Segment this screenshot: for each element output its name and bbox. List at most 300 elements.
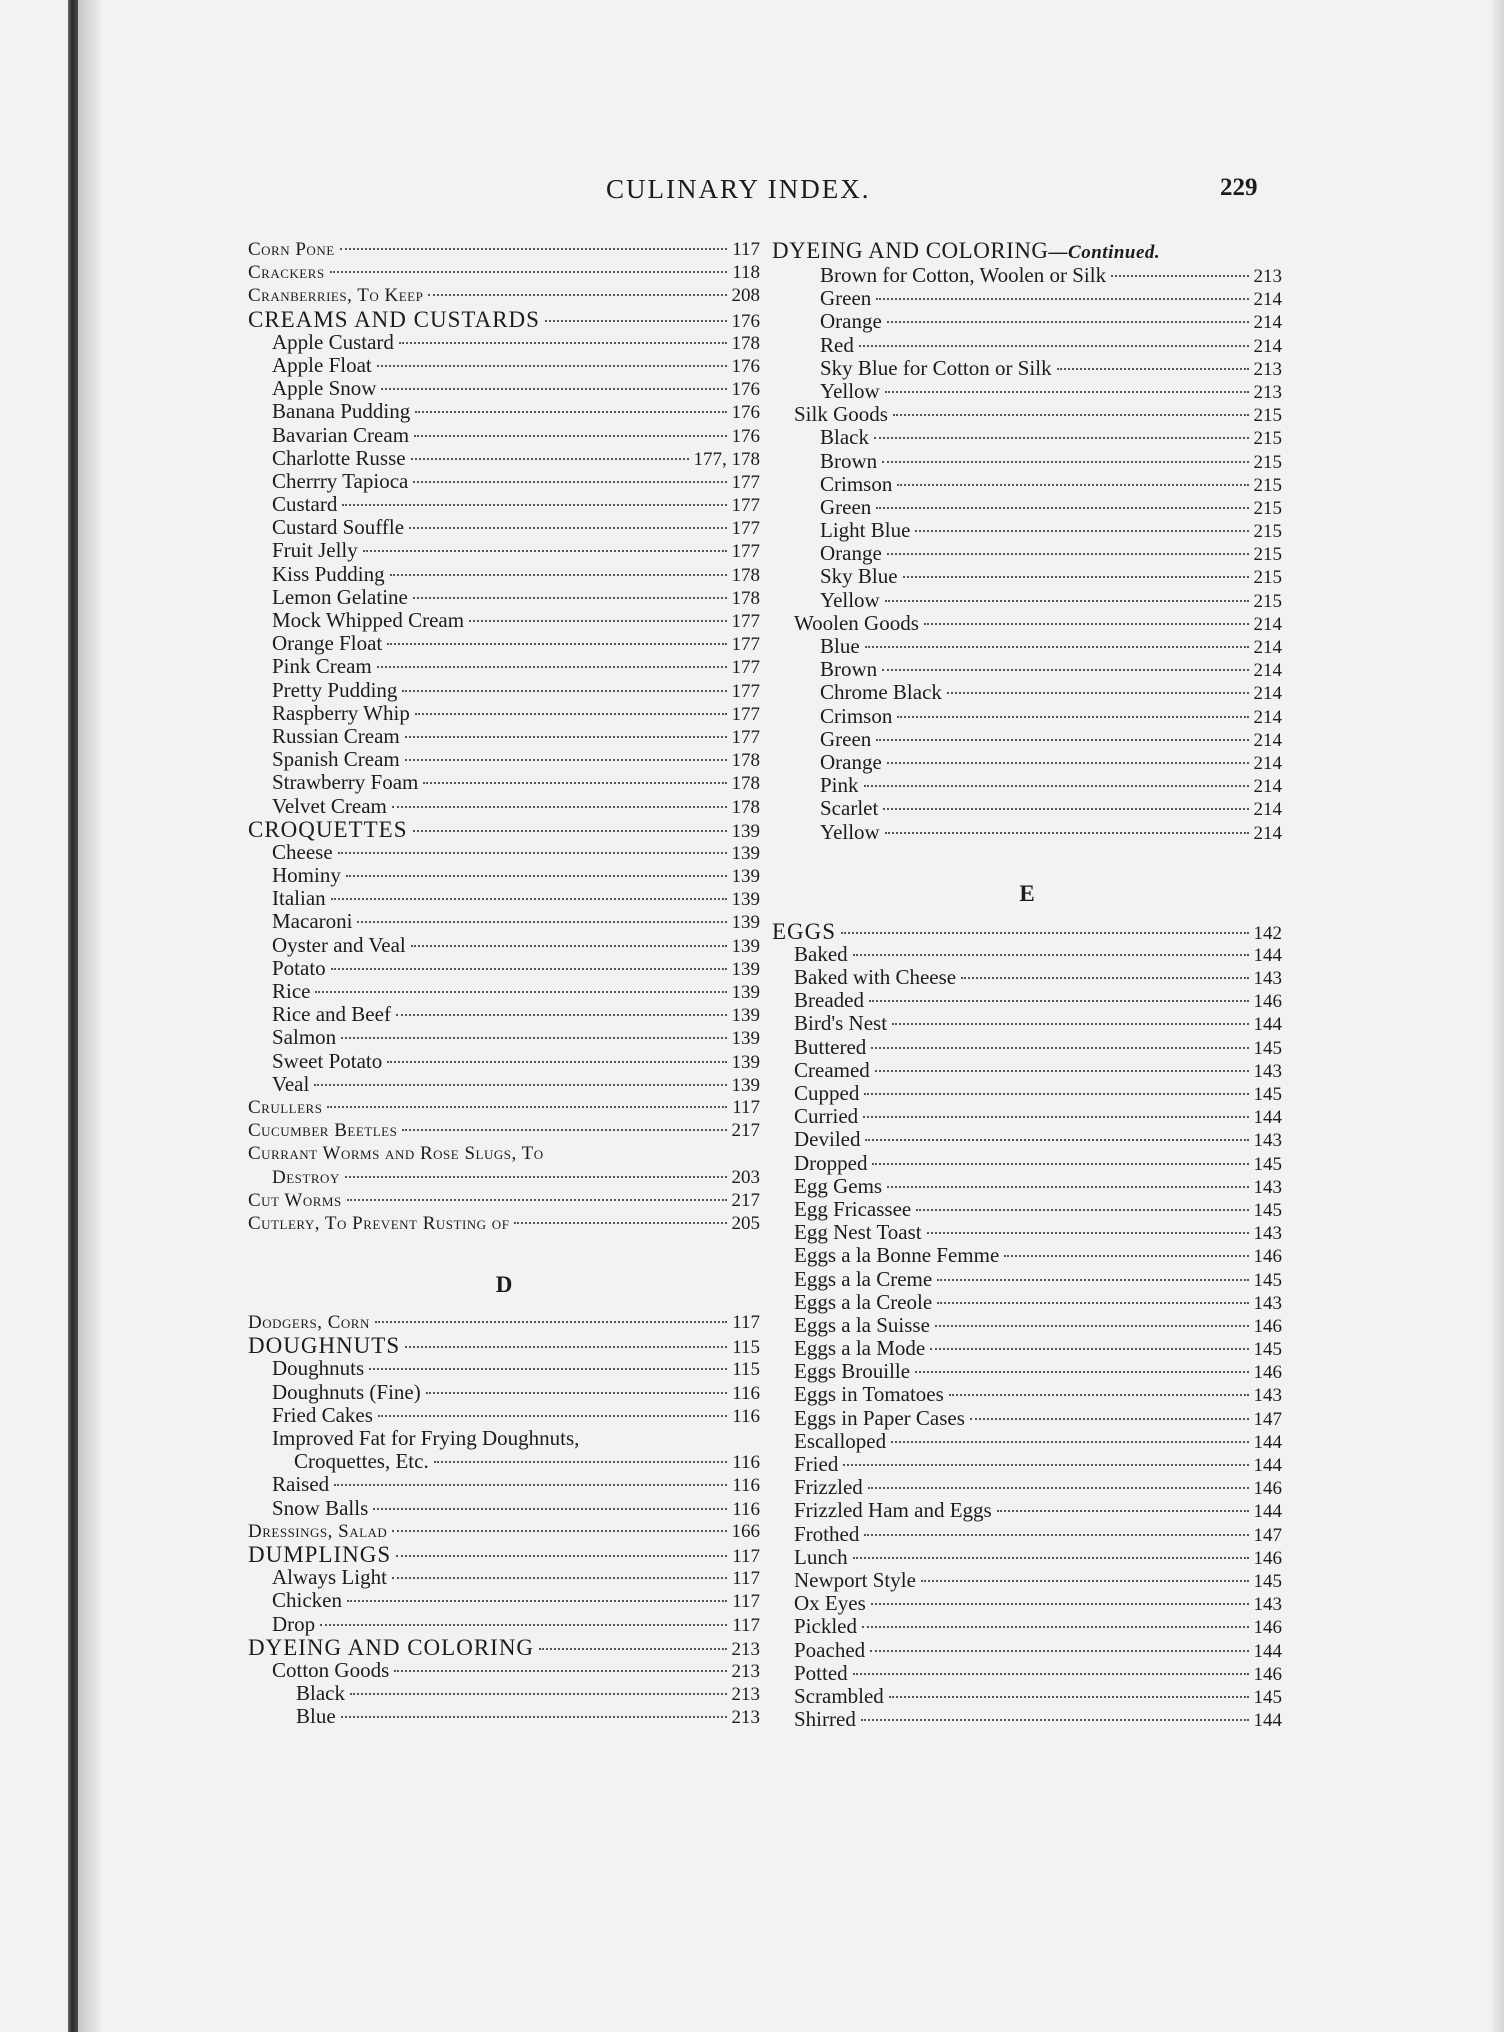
index-entry [772,310,1282,333]
entry-page-number: 214 [1253,822,1282,844]
dot-leader [865,1139,1248,1141]
entry-page-number: 214 [1253,637,1282,658]
dot-leader [514,1222,726,1224]
entry-page-number: 117 [732,1312,760,1334]
entry-label: Pickled [794,1614,857,1639]
index-entry [248,795,760,818]
dot-leader [887,1186,1248,1188]
entry-page-number: 178 [731,564,760,586]
entry-label: Frizzled Ham and Eggs [794,1498,992,1523]
dot-leader [320,1624,727,1626]
dot-leader [853,954,1249,956]
index-entry [248,1096,760,1119]
dot-leader [539,1648,726,1650]
dot-leader [331,898,727,900]
entry-label: Cut Worms [248,1189,342,1211]
dot-leader [915,530,1248,532]
index-entry [772,751,1282,774]
index-entry [772,1662,1282,1685]
entry-page-number: 147 [1253,1408,1282,1430]
dot-leader [327,1106,727,1108]
entry-page-number: 205 [731,1212,760,1234]
index-entry [248,539,760,562]
dot-leader [970,1418,1249,1420]
index-entry [772,519,1282,542]
entry-label: Sweet Potato [272,1048,383,1073]
index-entry [772,612,1282,635]
page-edge [1490,0,1504,2032]
dot-leader [874,437,1249,439]
dot-leader [937,1279,1248,1281]
index-entry [248,1050,760,1073]
entry-page-number: 117 [732,1568,760,1590]
entry-label: Black [820,425,869,450]
index-entry [772,1639,1282,1662]
entry-page-number: 117 [732,239,760,260]
index-entry [248,284,760,307]
entry-page-number: 146 [1253,1663,1282,1685]
entry-label: Velvet Cream [272,793,387,818]
section-letter-e: E [1019,880,1035,906]
entry-label: Orange [820,541,882,566]
index-entry [772,1314,1282,1337]
entry-page-number: 115 [732,1359,760,1381]
entry-page-number: 177 [731,703,760,725]
entry-page-number: 177 [731,657,760,679]
dot-leader [381,388,726,390]
entry-page-number: 145 [1253,1084,1282,1105]
entry-label: Scrambled [794,1683,884,1708]
entry-label: Cherrry Tapioca [272,468,409,493]
entry-page-number: 139 [731,1051,760,1073]
entry-label: Apple Custard [272,329,394,354]
dot-leader [392,806,727,808]
index-entry [772,287,1282,310]
entry-page-number: 144 [1253,944,1282,966]
entry-label: Apple Snow [272,376,377,401]
entry-label: Poached [794,1637,866,1662]
index-entry [248,887,760,910]
entry-page-number: 116 [732,1382,760,1404]
entry-label: Banana Pudding [272,399,411,424]
entry-page-number: 145 [1253,1339,1282,1361]
entry-page-number: 176 [731,355,760,377]
dot-leader [1057,368,1249,370]
index-entry [772,565,1282,588]
dot-leader [331,968,727,970]
entry-page-number: 214 [1253,799,1282,821]
index-entry [772,1105,1282,1128]
dot-leader [897,484,1248,486]
entry-label: Red [820,332,854,357]
index-entry [248,655,760,678]
index-entry [248,470,760,493]
index-entry [772,1383,1282,1406]
entry-page-number: 144 [1253,1710,1282,1732]
dot-leader [345,1176,727,1178]
index-entry [772,1708,1282,1731]
dot-leader [876,507,1248,509]
index-entry [248,1497,760,1520]
entry-page-number: 146 [1253,1362,1282,1384]
entry-page-number: 117 [732,1096,760,1118]
entry-page-number: 145 [1253,1269,1282,1291]
entry-label: Frizzled [794,1475,863,1500]
index-entry [772,542,1282,565]
index-list-c [248,238,760,1235]
index-entry [248,1659,760,1682]
dot-leader [387,1061,726,1063]
dot-leader [415,713,727,715]
entry-page-number: 116 [732,1405,760,1427]
index-entry [248,679,760,702]
running-title: CULINARY INDEX. [606,174,871,204]
index-entry [248,238,760,261]
entry-page-number: 139 [731,866,760,888]
entry-label: Egg Gems [794,1173,883,1198]
dot-leader [402,690,726,692]
index-entry [248,1311,760,1334]
dot-leader [853,1673,1249,1675]
index-entry [772,1360,1282,1383]
entry-page-number: 146 [1253,1315,1282,1337]
dot-leader [411,458,689,460]
index-entry [248,771,760,794]
entry-label: Bavarian Cream [272,422,410,447]
entry-page-number: 215 [1253,451,1282,473]
index-entry [772,1268,1282,1291]
entry-label: Dressings, Salad [248,1520,388,1542]
entry-page-number: 117 [732,1591,760,1613]
index-entry [248,1212,760,1235]
entry-label: Brown [820,448,878,473]
index-entry [248,1427,760,1450]
index-entry [248,1142,760,1165]
dot-leader [414,435,726,437]
index-entry [772,1244,1282,1267]
index-entry [772,1337,1282,1360]
dot-leader [314,1084,726,1086]
dot-leader [1111,275,1248,277]
entry-label: Pink [820,773,859,798]
entry-label: Veal [272,1071,310,1096]
entry-label: Yellow [820,378,880,403]
entry-page-number: 214 [1253,613,1282,635]
index-entry [248,1166,760,1189]
entry-page-number: 139 [731,935,760,957]
entry-page-number: 166 [731,1520,760,1542]
entry-label: Eggs a la Mode [794,1336,926,1361]
index-entry [772,403,1282,426]
dot-leader [315,991,726,993]
index-list-d [248,1311,760,1728]
entry-label: Crackers [248,262,325,284]
entry-page-number: 215 [1253,497,1282,519]
entry-page-number: 143 [1253,1060,1282,1082]
index-entry [248,1381,760,1404]
page-number: 229 [1220,174,1258,201]
dot-leader [876,298,1248,300]
index-entry [772,989,1282,1012]
index-entry [772,1175,1282,1198]
index-entry [772,1453,1282,1476]
index-entry [248,910,760,933]
index-entry [772,658,1282,681]
dot-leader [915,1371,1248,1373]
entry-label: Light Blue [820,518,911,543]
entry-page-number: 177 [731,634,760,656]
index-entry [772,380,1282,403]
dot-leader [862,1626,1249,1628]
index-entry [772,821,1282,844]
entry-label: Corn Pone [248,239,335,260]
entry-label: Custard [272,492,338,517]
index-entry [248,632,760,655]
entry-label: Frothed [794,1521,860,1546]
index-entry [772,1685,1282,1708]
entry-label: Macaroni [272,909,353,934]
entry-page-number: 217 [731,1120,760,1142]
dot-leader [405,759,727,761]
index-entry [248,1450,760,1473]
entry-page-number: 213 [1253,381,1282,403]
entry-label: Raspberry Whip [272,700,410,725]
dot-leader [341,1716,727,1718]
entry-label: Crimson [820,471,893,496]
entry-label: Russian Cream [272,723,400,748]
dot-leader [864,1093,1248,1095]
entry-page-number: 214 [1253,683,1282,705]
entry-label: Baked with Cheese [794,965,957,990]
entry-page-number: 178 [731,750,760,772]
spine-shadow [78,0,104,2032]
entry-page-number: 178 [731,796,760,818]
dot-leader [935,1325,1249,1327]
entry-page-number: 208 [731,285,760,307]
entry-page-number: 139 [731,958,760,980]
entry-page-number: 139 [731,842,760,864]
entry-page-number: 214 [1253,706,1282,728]
dot-leader [885,600,1249,602]
entry-page-number: 213 [731,1660,760,1682]
entry-page-number: 178 [731,773,760,795]
entry-page-number: 116 [732,1498,760,1520]
index-entry [772,797,1282,820]
entry-page-number: 139 [731,1028,760,1050]
dot-leader [399,342,727,344]
entry-label: Sky Blue for Cotton or Silk [820,355,1052,380]
entry-page-number: 118 [732,262,760,284]
index-entry [248,1334,760,1357]
index-entry [772,1059,1282,1082]
entry-label: Lemon Gelatine [272,584,408,609]
entry-page-number: 176 [731,425,760,447]
entry-label: Dropped [794,1150,868,1175]
index-entry [248,1636,760,1659]
entry-label: Egg Fricassee [794,1196,912,1221]
dot-leader [861,1719,1249,1721]
entry-label: Crimson [820,703,893,728]
dot-leader [893,414,1249,416]
section-letter-d: D [495,1272,513,1298]
entry-label: EGGS [772,918,837,944]
entry-label: Egg Nest Toast [794,1220,922,1245]
entry-page-number: 213 [731,1707,760,1729]
entry-label: Rice [272,979,311,1003]
entry-page-number: 214 [1253,660,1282,682]
entry-page-number: 139 [731,912,760,934]
entry-label: Eggs Brouille [794,1359,911,1384]
dot-leader [392,1530,726,1532]
dot-leader [903,576,1249,578]
entry-label: Sky Blue [820,564,898,589]
dot-leader [341,1037,726,1039]
index-entry [248,563,760,586]
entry-label: Currant Worms and Rose Slugs, To [248,1143,544,1165]
entry-label: Eggs a la Creme [794,1266,933,1291]
entry-page-number: 213 [731,1638,760,1660]
entry-label: Strawberry Foam [272,770,419,795]
entry-page-number: 143 [1253,1130,1282,1152]
entry-label: Breaded [794,988,864,1013]
entry-label: Eggs a la Suisse [794,1312,930,1337]
entry-page-number: 139 [731,1074,760,1096]
dot-leader [937,1302,1248,1304]
index-entry [248,1119,760,1142]
entry-page-number: 213 [731,1684,760,1706]
dot-leader [392,1577,727,1579]
continued-heading [772,238,1282,264]
entry-page-number: 177 [731,471,760,493]
entry-label: Charlotte Russe [272,445,406,470]
index-entry [248,609,760,632]
dot-leader [413,597,727,599]
entry-label: Raised [272,1472,330,1497]
entry-label: Oyster and Veal [272,932,406,957]
entry-page-number: 144 [1253,1640,1282,1662]
dot-leader [947,692,1249,694]
index-entry [772,1152,1282,1175]
index-entry [248,1189,760,1212]
dot-leader [961,977,1248,979]
entry-page-number: 144 [1253,1014,1282,1036]
entry-label: Escalloped [794,1428,887,1453]
dot-leader [997,1510,1249,1512]
entry-page-number: 146 [1253,1478,1282,1500]
entry-label: Potato [272,955,326,980]
dot-leader [338,852,727,854]
entry-page-number: 146 [1253,1246,1282,1268]
entry-page-number: 116 [732,1452,760,1474]
entry-label: Drop [272,1611,316,1636]
dot-leader [375,1321,727,1323]
dot-leader [864,785,1249,787]
index-entry [248,1705,760,1728]
index-entry [772,681,1282,704]
continued-heading-text: DYEING AND COLORING [772,238,1049,263]
dot-leader [865,646,1249,648]
index-entry [772,920,1282,943]
index-entry [248,1357,760,1380]
index-entry [772,774,1282,797]
dot-leader [889,1696,1249,1698]
entry-page-number: 214 [1253,752,1282,774]
dot-leader [924,623,1249,625]
entry-label: Pink Cream [272,654,372,679]
entry-page-number: 176 [731,379,760,401]
entry-label: Orange [820,749,882,774]
entry-page-number: 139 [731,820,760,842]
entry-page-number: 116 [732,1475,760,1497]
dot-leader [868,1487,1249,1489]
dot-leader [887,321,1249,323]
dot-leader [377,666,727,668]
dot-leader [927,1232,1249,1234]
dot-leader [428,294,726,296]
dot-leader [876,739,1248,741]
entry-page-number: 177 [731,518,760,540]
index-entry [772,496,1282,519]
index-list-dyeing-cont [772,264,1282,844]
entry-label: Eggs a la Bonne Femme [794,1243,1000,1268]
index-entry [248,1404,760,1427]
dot-leader [841,932,1248,934]
entry-label: Chicken [272,1588,342,1613]
entry-page-number: 215 [1253,544,1282,566]
entry-label: Creamed [794,1057,870,1082]
index-entry [248,818,760,841]
dot-leader [885,391,1249,393]
entry-label: Cheese [272,839,333,864]
index-entry [772,1407,1282,1430]
index-entry [772,357,1282,380]
entry-label: Improved Fat for Frying Doughnuts, [272,1426,580,1450]
index-entry [248,1520,760,1543]
entry-label: Brown [820,657,878,682]
index-entry [772,1198,1282,1221]
dot-leader [887,553,1249,555]
index-entry [248,308,760,331]
entry-label: Cutlery, To Prevent Rusting of [248,1212,510,1234]
entry-page-number: 215 [1253,590,1282,612]
index-entry [772,264,1282,287]
entry-label: Spanish Cream [272,747,400,772]
index-entry [772,1012,1282,1035]
dot-leader [871,1603,1249,1605]
index-entry [248,934,760,957]
entry-label: Brown for Cotton, Woolen or Silk [820,263,1107,287]
entry-label: Hominy [272,863,341,888]
index-entry [772,1592,1282,1615]
dot-leader [409,527,726,529]
index-entry [248,702,760,725]
entry-page-number: 145 [1253,1686,1282,1708]
index-entry [772,1082,1282,1105]
index-entry [772,966,1282,989]
entry-label: Blue [820,634,860,658]
index-entry [772,1569,1282,1592]
entry-page-number: 214 [1253,289,1282,311]
entry-label: Cupped [794,1081,860,1105]
book-spine [68,0,78,2032]
entry-label: DUMPLINGS [248,1541,392,1567]
index-entry [248,1026,760,1049]
index-entry [248,1003,760,1026]
entry-label: Buttered [794,1034,867,1059]
index-entry [772,635,1282,658]
entry-label: Croquettes, Etc. [294,1449,429,1474]
entry-label: Kiss Pudding [272,561,385,586]
